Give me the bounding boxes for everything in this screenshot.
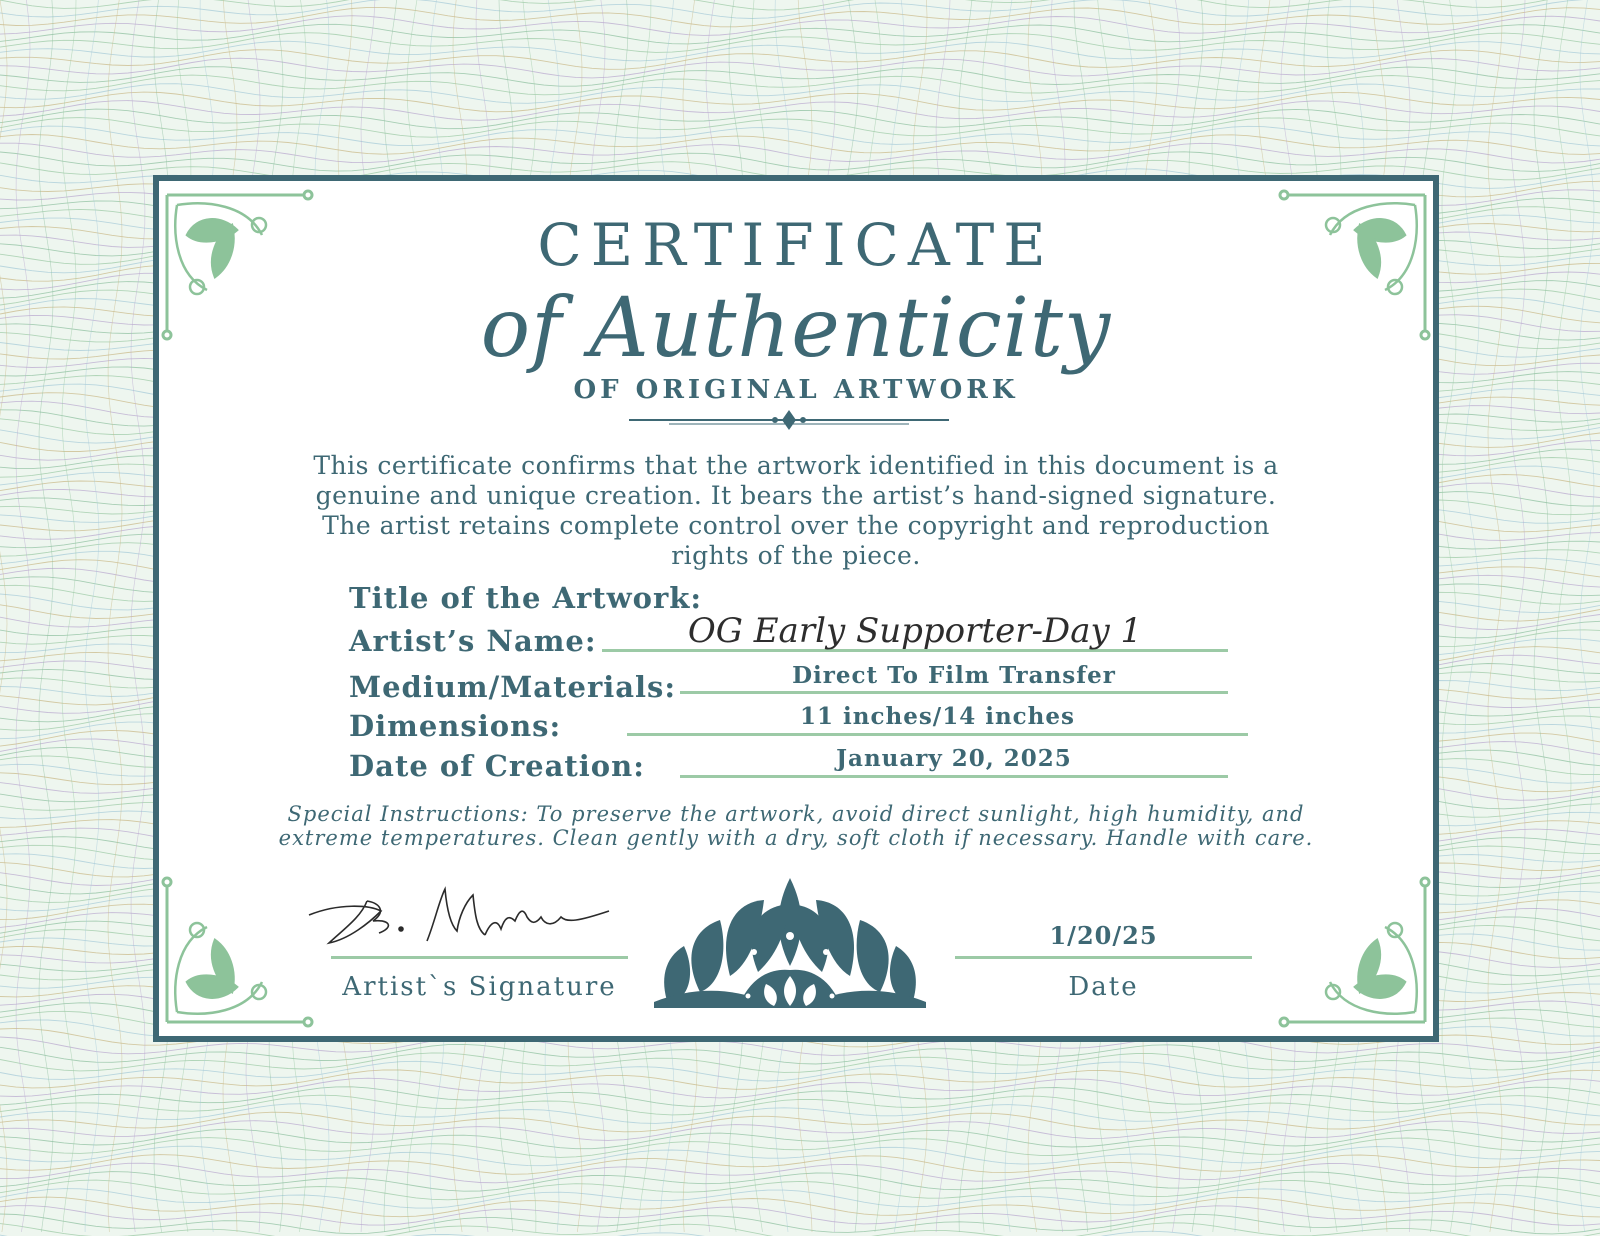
certificate-title: CERTIFICATE: [537, 211, 1055, 279]
medium-label: Medium/Materials:: [349, 670, 677, 704]
guilloche-line: [0, 1070, 1600, 1089]
guilloche-line: [0, 109, 1600, 129]
medium-value: Direct To Film Transfer: [792, 662, 1116, 689]
medium-line: [680, 691, 1228, 694]
certificate-statement: This certificate confirms that the artwork identified in this document is a genuine and unique creation. It bears the artist’s hand-signed signature. The artist retains complete control over the copyright and reproduction rights of the piece.: [313, 451, 1279, 570]
guilloche-line: [0, 118, 1600, 138]
guilloche-line: [16, 0, 30, 1232]
certificate-script-title: of Authenticity: [480, 281, 1112, 376]
artist-name-value: OG Early Supporter-Day 1: [687, 611, 1143, 651]
artist-name-label: Artist’s Name:: [349, 624, 597, 658]
guilloche-line: [0, 1078, 1600, 1098]
guilloche-line: [0, 1180, 1600, 1200]
guilloche-line: [0, 135, 1600, 155]
guilloche-line: [85, 0, 99, 1232]
signature-caption: Artist`s Signature: [342, 972, 617, 1002]
dimensions-line: [627, 733, 1248, 736]
certificate-panel: [153, 175, 1439, 1042]
artist-signature-text: B. Martinez: [309, 866, 405, 885]
guilloche-line: [0, 1231, 1600, 1236]
date-of-creation-line: [680, 775, 1228, 778]
special-instructions: Special Instructions: To preserve the artwork, avoid direct sunlight, high humidity, and extreme temperatures. Clean gently with a dry, soft cloth if necessary. Handle with care.: [278, 802, 1314, 850]
date-of-creation-value: January 20, 2025: [836, 745, 1072, 772]
artwork-title-label: Title of the Artwork:: [349, 581, 703, 615]
leaf-corner-ornament-icon: [1315, 912, 1425, 1022]
guilloche-line: [0, 1087, 1600, 1107]
guilloche-line: [1465, 0, 1479, 1232]
guilloche-line: [0, 50, 1600, 70]
guilloche-line: [0, 33, 1600, 53]
date-line: [955, 956, 1252, 959]
fleuron-divider-icon: [629, 409, 949, 431]
guilloche-line: [1534, 0, 1548, 1232]
guilloche-line: [1488, 0, 1502, 1232]
guilloche-line: [0, 67, 1600, 87]
date-of-creation-label: Date of Creation:: [349, 749, 645, 783]
certificate-subtitle: OF ORIGINAL ARTWORK: [573, 375, 1019, 405]
artist-signature-image: [309, 866, 619, 951]
guilloche-line: [0, 1095, 1600, 1115]
guilloche-line: [0, 1189, 1600, 1209]
guilloche-line: [39, 0, 53, 1232]
guilloche-line: [0, 1163, 1600, 1183]
guilloche-line: [1511, 0, 1525, 1232]
guilloche-line: [0, 0, 1600, 10]
lotus-mandala-icon: [654, 876, 926, 1011]
date-caption: Date: [1068, 972, 1139, 1002]
dimensions-value: 11 inches/14 inches: [800, 703, 1075, 730]
signature-date-value: 1/20/25: [1049, 921, 1158, 950]
signature-line: [331, 956, 628, 959]
guilloche-line: [0, 143, 1600, 163]
leaf-corner-ornament-icon: [167, 912, 277, 1022]
dimensions-label: Dimensions:: [349, 709, 562, 743]
